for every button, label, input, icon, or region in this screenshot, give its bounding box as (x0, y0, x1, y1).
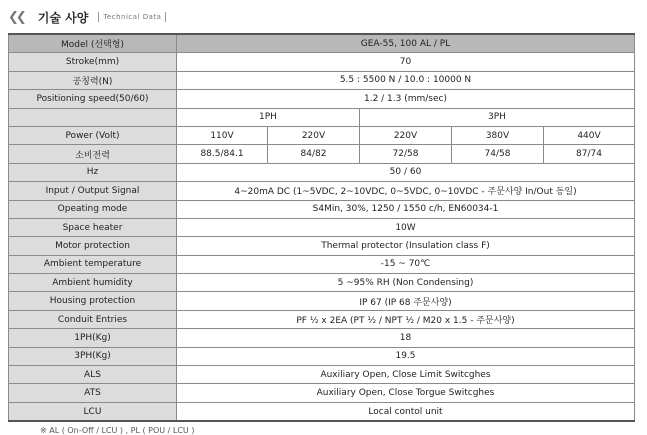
table-row (9, 366, 635, 384)
table-row (9, 384, 635, 402)
table-row (9, 182, 635, 200)
phase-1ph-header: 1PH (177, 108, 360, 126)
hz-value: 50 / 60 (177, 163, 635, 181)
stroke-label: Stroke(mm) (9, 53, 177, 71)
table-row (9, 126, 635, 144)
model-label: Model (선택형) (9, 34, 177, 53)
housing-protection-value: IP 67 (IP 68 주문사양) (177, 292, 635, 310)
operating-mode-label: Opeating mode (9, 200, 177, 218)
stroke-value: 70 (177, 53, 635, 71)
table-row (9, 237, 635, 255)
space-heater-value: 10W (177, 218, 635, 236)
housing-protection-label: Housing protection (9, 292, 177, 310)
power-value: 110V (177, 126, 268, 144)
weight-1ph-label: 1PH(Kg) (9, 329, 177, 347)
consumption-value: 87/74 (544, 145, 635, 163)
weight-1ph-value: 18 (177, 329, 635, 347)
conduit-entries-label: Conduit Entries (9, 310, 177, 328)
table-row (9, 34, 635, 53)
table-row (9, 218, 635, 236)
double-chevron-left-icon: ❮❮ (8, 9, 24, 25)
als-value: Auxiliary Open, Close Limit Switcghes (177, 366, 635, 384)
table-row (9, 163, 635, 181)
io-signal-value: 4~20mA DC (1~5VDC, 2~10VDC, 0~5VDC, 0~10VDC - 주문사양 In/Out 동일) (177, 182, 635, 200)
section-subtitle: Technical Data (103, 13, 162, 21)
space-heater-label: Space heater (9, 218, 177, 236)
force-label: 공칭력(N) (9, 71, 177, 89)
table-row (9, 329, 635, 347)
table-row (9, 347, 635, 365)
motor-protection-value: Thermal protector (Insulation class F) (177, 237, 635, 255)
motor-protection-label: Motor protection (9, 237, 177, 255)
hz-label: Hz (9, 163, 177, 181)
ambient-temperature-value: -15 ~ 70℃ (177, 255, 635, 273)
power-value: 220V (268, 126, 360, 144)
table-row (9, 255, 635, 273)
table-row (9, 53, 635, 71)
power-value: 380V (452, 126, 544, 144)
table-row (9, 310, 635, 328)
ats-value: Auxiliary Open, Close Torgue Switcghes (177, 384, 635, 402)
lcu-label: LCU (9, 402, 177, 421)
title-divider (98, 12, 99, 22)
ambient-humidity-value: 5 ~95% RH (Non Condensing) (177, 274, 635, 292)
power-label: Power (Volt) (9, 126, 177, 144)
positioning-speed-label: Positioning speed(50/60) (9, 90, 177, 108)
lcu-value: Local contol unit (177, 402, 635, 421)
consumption-value: 74/58 (452, 145, 544, 163)
table-row (9, 71, 635, 89)
ambient-humidity-label: Ambient humidity (9, 274, 177, 292)
consumption-value: 84/82 (268, 145, 360, 163)
table-row (9, 292, 635, 310)
model-value: GEA-55, 100 AL / PL (177, 34, 635, 53)
title-divider (165, 12, 166, 22)
section-header (8, 6, 170, 28)
ats-label: ATS (9, 384, 177, 402)
operating-mode-value: S4Min, 30%, 1250 / 1550 c/h, EN60034-1 (177, 200, 635, 218)
power-value: 440V (544, 126, 635, 144)
table-row (9, 200, 635, 218)
section-title: 기술 사양 (37, 10, 89, 25)
table-row (9, 402, 635, 421)
consumption-value: 88.5/84.1 (177, 145, 268, 163)
force-value: 5.5 : 5500 N / 10.0 : 10000 N (177, 71, 635, 89)
consumption-value: 72/58 (360, 145, 452, 163)
positioning-speed-value: 1.2 / 1.3 (mm/sec) (177, 90, 635, 108)
table-row (9, 90, 635, 108)
table-row (9, 108, 635, 126)
weight-3ph-value: 19.5 (177, 347, 635, 365)
consumption-label: 소비전력 (9, 145, 177, 163)
weight-3ph-label: 3PH(Kg) (9, 347, 177, 365)
ambient-temperature-label: Ambient temperature (9, 255, 177, 273)
table-row (9, 145, 635, 163)
io-signal-label: Input / Output Signal (9, 182, 177, 200)
technical-data-table (8, 33, 635, 422)
als-label: ALS (9, 366, 177, 384)
table-footnote: ※ AL ( On-Off / LCU ) , PL ( POU / LCU ) (40, 426, 195, 435)
phase-label-empty (9, 108, 177, 126)
table-row (9, 274, 635, 292)
conduit-entries-value: PF ½ x 2EA (PT ½ / NPT ½ / M20 x 1.5 - 주문사양) (177, 310, 635, 328)
phase-3ph-header: 3PH (360, 108, 635, 126)
power-value: 220V (360, 126, 452, 144)
